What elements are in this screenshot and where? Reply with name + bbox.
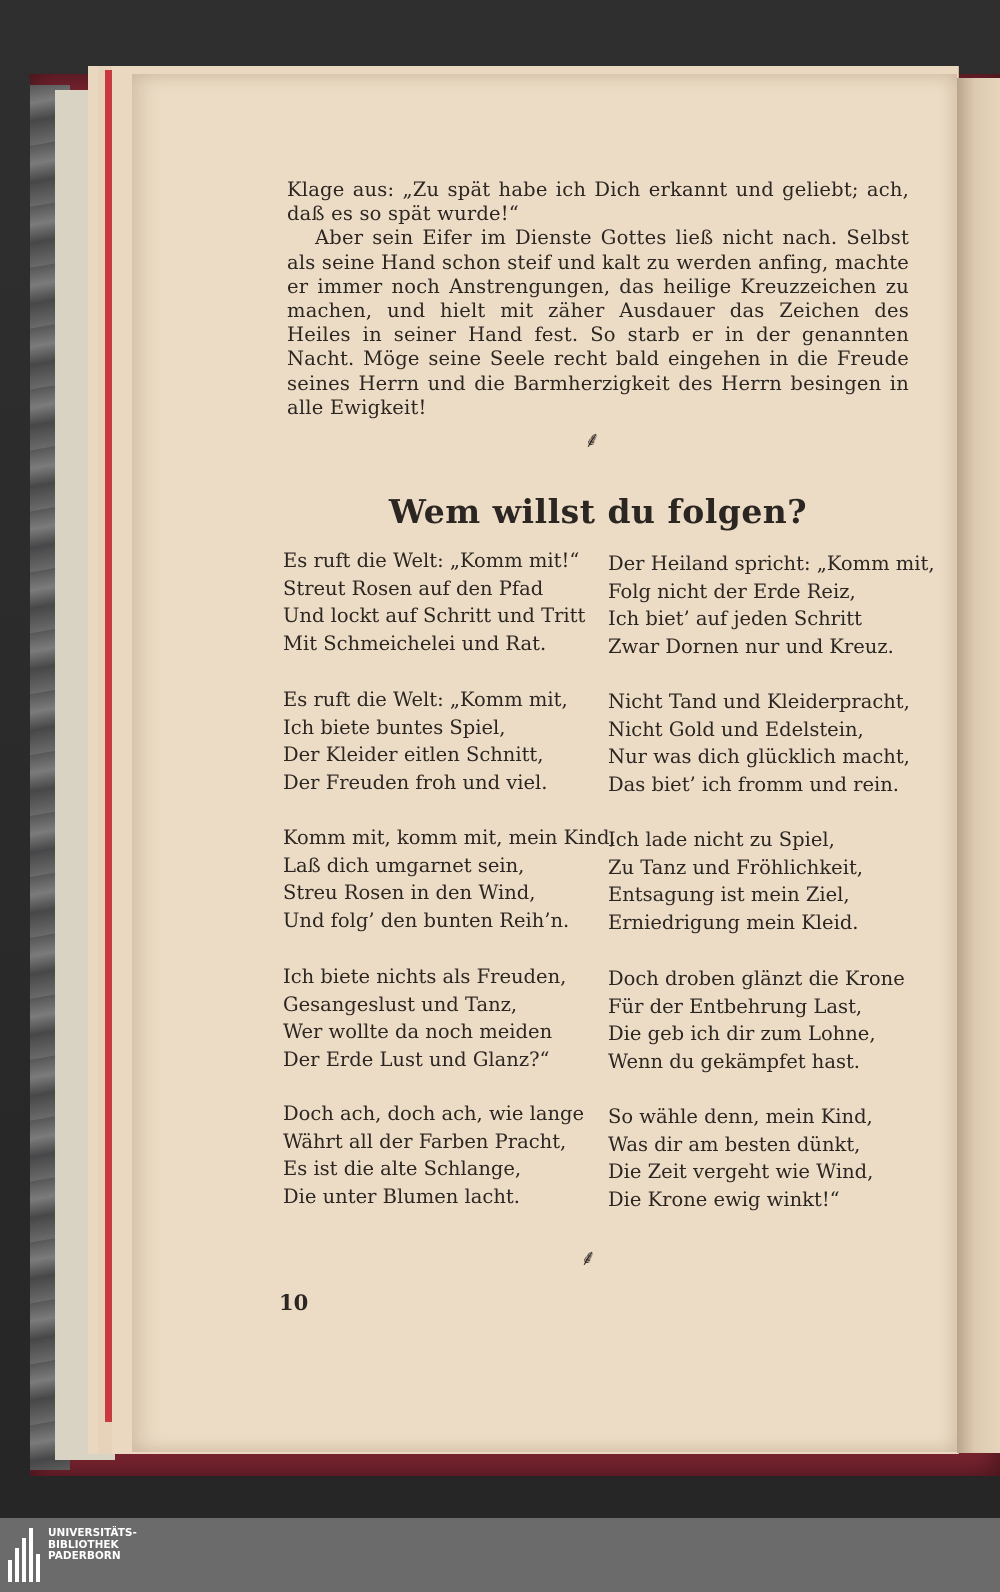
verse-line: Der Erde Lust und Glanz?“ — [283, 1047, 550, 1071]
paragraph-line: Klage aus: „Zu spät habe ich Dich erkannt und geliebt; ach, daß es so spät wurde!“ — [287, 178, 909, 226]
verse-line: Es ist die alte Schlange, — [283, 1157, 522, 1180]
verse-line: So wähle denn, mein Kind, — [608, 1105, 873, 1128]
left-stanza-1 — [283, 547, 593, 657]
verse-line: Ich biete nichts als Freuden, — [283, 965, 567, 988]
verse-line: Streu Rosen in den Wind, — [283, 881, 536, 904]
right-stanza-5 — [608, 1103, 918, 1213]
library-footer — [0, 1518, 1000, 1592]
verse-line: Zwar Dornen nur und Kreuz. — [608, 634, 894, 658]
logo-line: PADERBORN — [48, 1550, 121, 1562]
verse-line: Die Zeit vergeht wie Wind, — [608, 1160, 874, 1183]
left-stanza-3 — [283, 824, 616, 934]
verse-line: Es ruft die Welt: „Komm mit, — [283, 688, 568, 711]
verse-line: Wer wollte da noch meiden — [283, 1020, 553, 1043]
left-stanza-4 — [283, 963, 593, 1073]
verse-line: Zu Tanz und Fröhlichkeit, — [608, 855, 863, 879]
ornament-divider: ⸙ — [584, 428, 601, 453]
verse-line: Und folg’ den bunten Reih’n. — [283, 908, 570, 932]
right-stanza-3 — [608, 826, 918, 936]
verse-line: Es ruft die Welt: „Komm mit!“ — [283, 549, 580, 572]
facing-page-edge — [957, 78, 1000, 1453]
verse-line: Nur was dich glücklich macht, — [608, 745, 910, 768]
verse-line: Die unter Blumen lacht. — [283, 1184, 520, 1208]
verse-line: Der Freuden froh und viel. — [283, 770, 548, 794]
verse-line: Komm mit, komm mit, mein Kind, — [283, 826, 616, 849]
prose-paragraph — [287, 178, 909, 420]
verse-line: Folg nicht der Erde Reiz, — [608, 579, 856, 603]
logo-line: UNIVERSITÄTS- — [48, 1527, 137, 1539]
logo-line: BIBLIOTHEK — [48, 1538, 119, 1551]
verse-line: Mit Schmeichelei und Rat. — [283, 631, 547, 655]
ornament-divider: ⸙ — [580, 1246, 597, 1271]
verse-line: Erniedrigung mein Kleid. — [608, 910, 859, 934]
poem-title: Wem willst du folgen? — [388, 492, 808, 531]
verse-line: Laß dich umgarnet sein, — [283, 853, 525, 877]
verse-line: Die geb ich dir zum Lohne, — [608, 1022, 876, 1045]
verse-line: Gesangeslust und Tanz, — [283, 992, 518, 1016]
verse-line: Entsagung ist mein Ziel, — [608, 883, 850, 906]
verse-line: Doch droben glänzt die Krone — [608, 967, 905, 990]
verse-line: Was dir am besten dünkt, — [608, 1132, 861, 1156]
page-number: 10 — [279, 1290, 309, 1315]
library-logo-text — [48, 1528, 137, 1563]
verse-line: Das biet’ ich fromm und rein. — [608, 772, 899, 796]
right-stanza-2 — [608, 688, 918, 798]
left-stanza-5 — [283, 1100, 593, 1210]
red-page-edge — [105, 70, 112, 1422]
verse-line: Doch ach, doch ach, wie lange — [283, 1102, 585, 1125]
verse-line: Die Krone ewig winkt!“ — [608, 1187, 840, 1211]
left-stanza-2 — [283, 686, 593, 796]
verse-line: Ich biet’ auf jeden Schritt — [608, 607, 862, 630]
verse-line: Der Kleider eitlen Schnitt, — [283, 743, 544, 766]
verse-line: Ich biete buntes Spiel, — [283, 715, 506, 739]
verse-line: Ich lade nicht zu Spiel, — [608, 828, 835, 851]
verse-line: Für der Entbehrung Last, — [608, 994, 863, 1018]
right-stanza-1 — [608, 550, 935, 660]
verse-line: Der Heiland spricht: „Komm mit, — [608, 552, 935, 575]
right-stanza-4 — [608, 965, 918, 1075]
verse-line: Nicht Tand und Kleiderpracht, — [608, 690, 910, 713]
verse-line: Währt all der Farben Pracht, — [283, 1129, 567, 1153]
library-bars-icon — [8, 1528, 44, 1582]
verse-line: Und lockt auf Schritt und Tritt — [283, 604, 586, 627]
verse-line: Wenn du gekämpfet hast. — [608, 1049, 861, 1073]
verse-line: Nicht Gold und Edelstein, — [608, 717, 864, 741]
paragraph-line: Aber sein Eifer im Dienste Gottes ließ nicht nach. Selbst als seine Hand schon steif und kalt zu werden anfing, machte er immer noch Anstrengungen, das heilige Kreuzzeichen zu machen, und hielt mit zäher Ausdauer das Zeichen des Heiles in seiner Hand fest. So starb er in der genannten Nacht. Möge seine Seele recht bald eingehen in die Freude seines Herrn und die Barmherzigkeit des Herrn besingen in alle Ewigkeit! — [287, 226, 909, 419]
verse-line: Streut Rosen auf den Pfad — [283, 576, 544, 600]
